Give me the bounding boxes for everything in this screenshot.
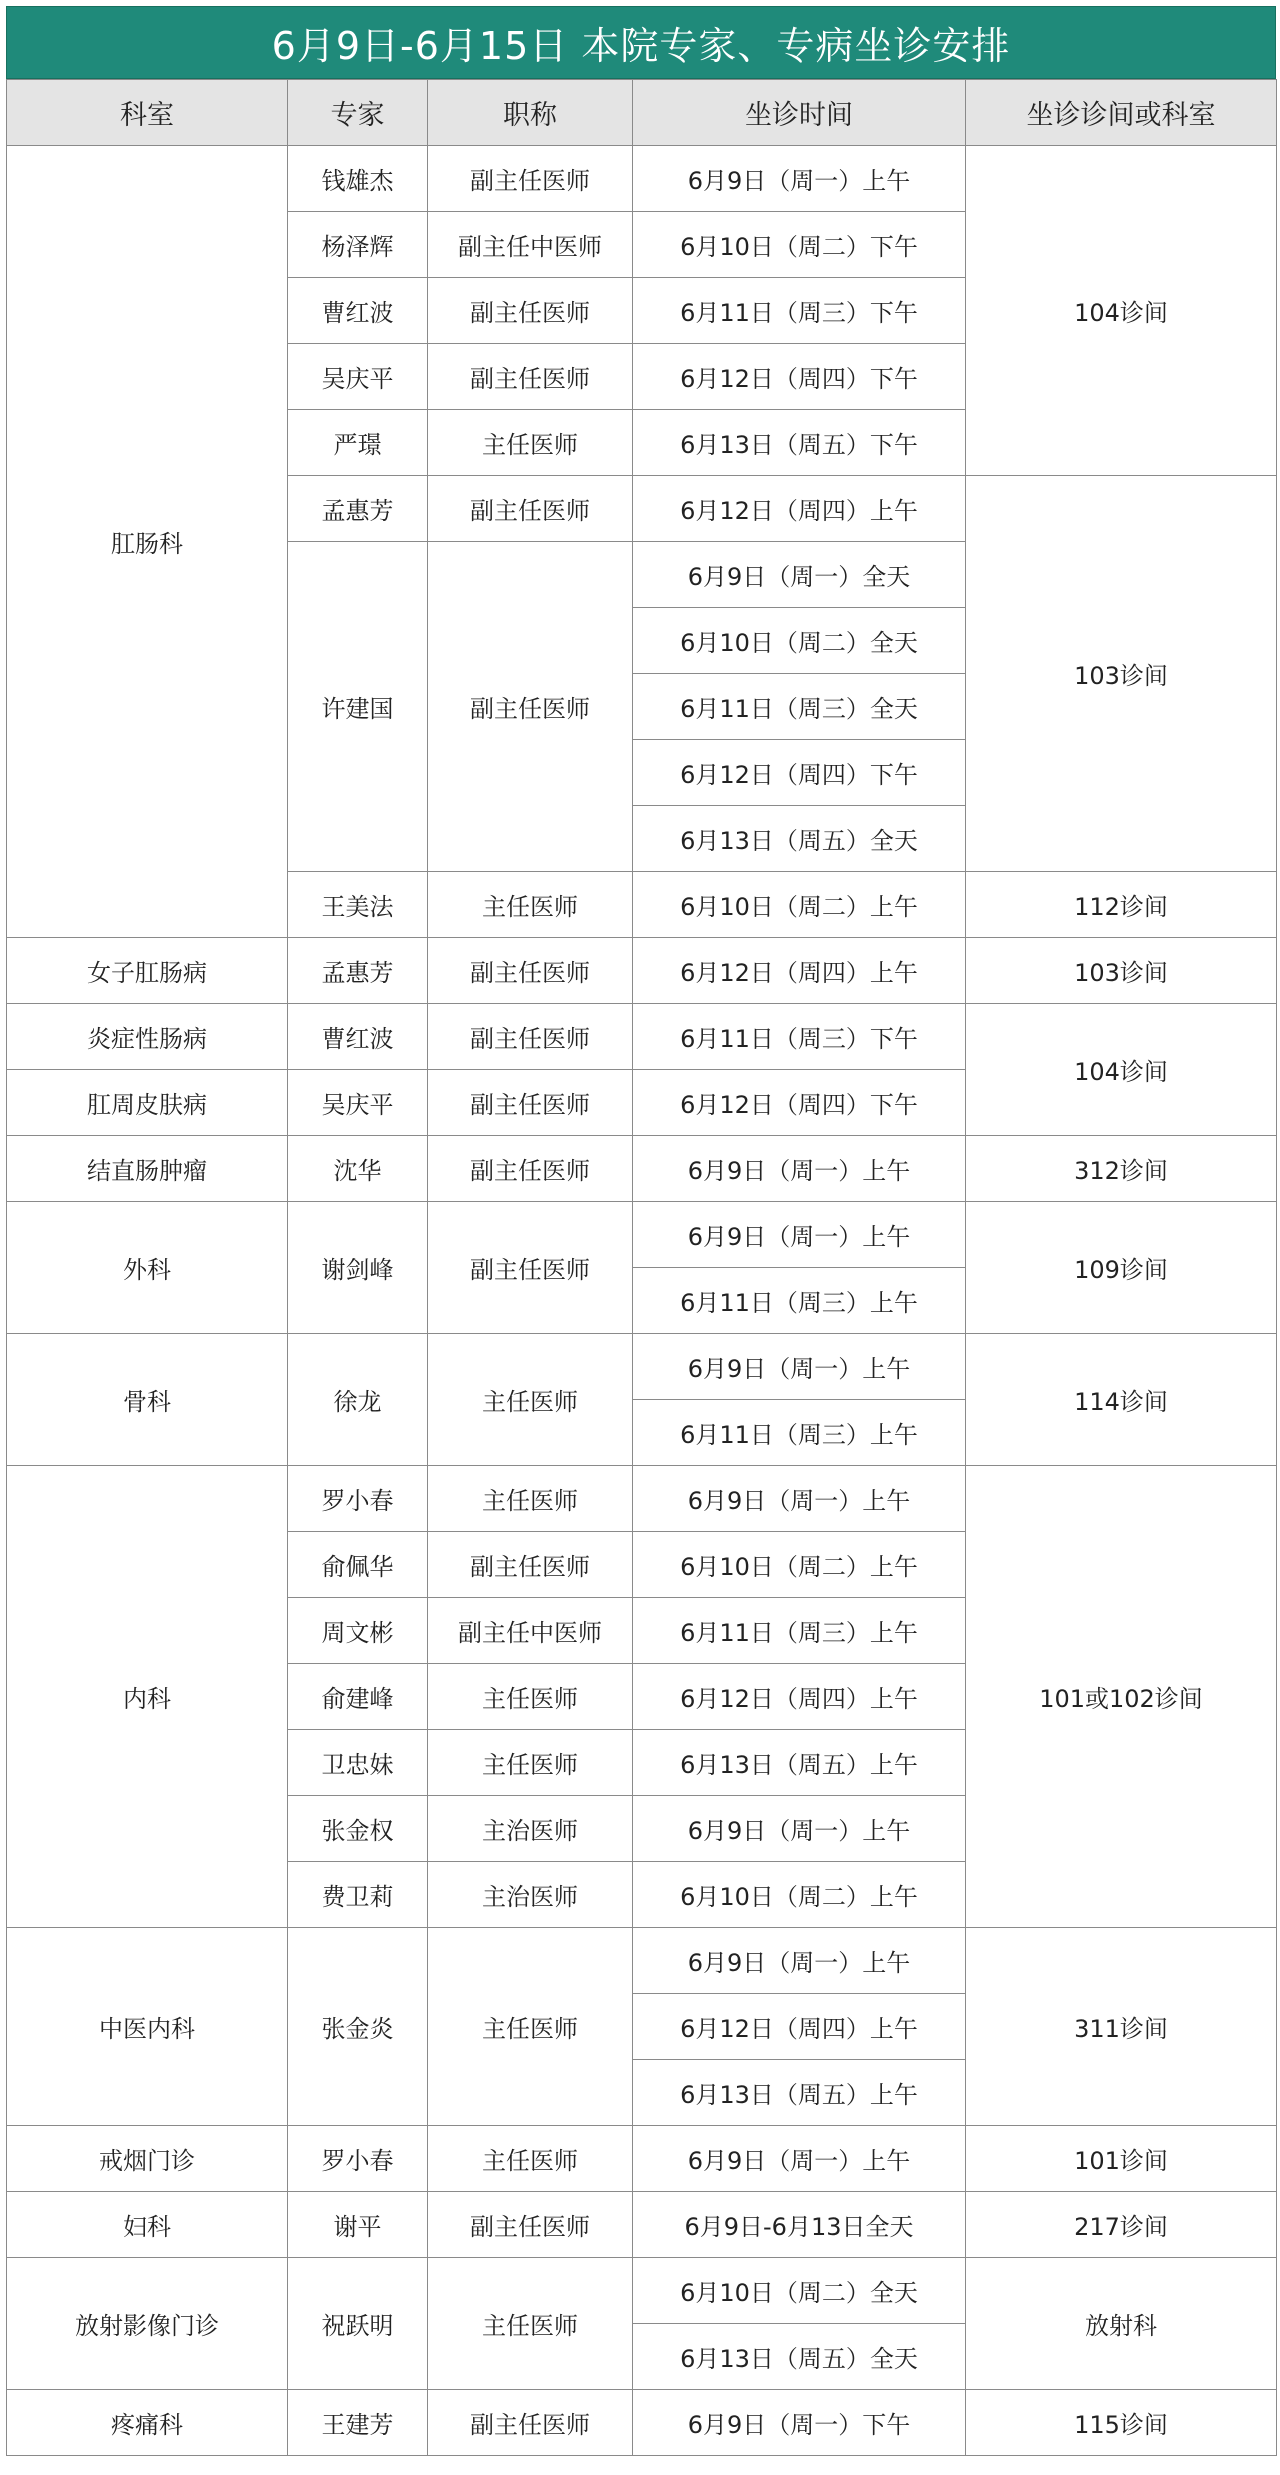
time-cell: 6月9日（周一）上午 bbox=[633, 1136, 966, 1202]
header-time: 坐诊时间 bbox=[633, 80, 966, 146]
expert-name-cell: 王建芳 bbox=[288, 2390, 428, 2456]
time-cell: 6月13日（周五）上午 bbox=[633, 1730, 966, 1796]
table-row bbox=[7, 1004, 1277, 1070]
room-cell: 114诊间 bbox=[966, 1334, 1277, 1466]
time-cell: 6月10日（周二）上午 bbox=[633, 1532, 966, 1598]
expert-name-cell: 俞建峰 bbox=[288, 1664, 428, 1730]
expert-name-cell: 俞佩华 bbox=[288, 1532, 428, 1598]
room-cell: 311诊间 bbox=[966, 1928, 1277, 2126]
time-cell: 6月9日（周一）上午 bbox=[633, 1466, 966, 1532]
expert-name-cell: 曹红波 bbox=[288, 1004, 428, 1070]
time-cell: 6月12日（周四）上午 bbox=[633, 938, 966, 1004]
expert-name-cell: 祝跃明 bbox=[288, 2258, 428, 2390]
expert-title-cell: 副主任医师 bbox=[428, 146, 633, 212]
department-cell: 肛肠科 bbox=[7, 146, 288, 938]
time-cell: 6月12日（周四）上午 bbox=[633, 1664, 966, 1730]
department-cell: 放射影像门诊 bbox=[7, 2258, 288, 2390]
header-room: 坐诊诊间或科室 bbox=[966, 80, 1277, 146]
header-row bbox=[7, 80, 1277, 146]
table-body bbox=[7, 146, 1277, 2456]
time-cell: 6月9日（周一）上午 bbox=[633, 1928, 966, 1994]
schedule-page bbox=[6, 6, 1276, 2456]
expert-name-cell: 张金炎 bbox=[288, 1928, 428, 2126]
time-cell: 6月12日（周四）上午 bbox=[633, 1994, 966, 2060]
time-cell: 6月9日（周一）下午 bbox=[633, 2390, 966, 2456]
department-cell: 外科 bbox=[7, 1202, 288, 1334]
expert-name-cell: 周文彬 bbox=[288, 1598, 428, 1664]
time-cell: 6月10日（周二）全天 bbox=[633, 2258, 966, 2324]
expert-title-cell: 副主任医师 bbox=[428, 476, 633, 542]
department-cell: 内科 bbox=[7, 1466, 288, 1928]
time-cell: 6月12日（周四）下午 bbox=[633, 344, 966, 410]
table-row bbox=[7, 1928, 1277, 1994]
expert-name-cell: 严璟 bbox=[288, 410, 428, 476]
expert-title-cell: 副主任医师 bbox=[428, 2390, 633, 2456]
expert-title-cell: 主治医师 bbox=[428, 1796, 633, 1862]
table-row bbox=[7, 1202, 1277, 1268]
expert-name-cell: 孟惠芳 bbox=[288, 476, 428, 542]
room-cell: 312诊间 bbox=[966, 1136, 1277, 1202]
expert-title-cell: 主任医师 bbox=[428, 1730, 633, 1796]
expert-title-cell: 副主任医师 bbox=[428, 938, 633, 1004]
expert-title-cell: 主任医师 bbox=[428, 2258, 633, 2390]
department-cell: 炎症性肠病 bbox=[7, 1004, 288, 1070]
expert-title-cell: 主任医师 bbox=[428, 872, 633, 938]
expert-name-cell: 费卫莉 bbox=[288, 1862, 428, 1928]
department-cell: 中医内科 bbox=[7, 1928, 288, 2126]
time-cell: 6月10日（周二）上午 bbox=[633, 1862, 966, 1928]
time-cell: 6月10日（周二）下午 bbox=[633, 212, 966, 278]
room-cell: 115诊间 bbox=[966, 2390, 1277, 2456]
room-cell: 104诊间 bbox=[966, 1004, 1277, 1136]
expert-name-cell: 曹红波 bbox=[288, 278, 428, 344]
time-cell: 6月11日（周三）上午 bbox=[633, 1268, 966, 1334]
table-row bbox=[7, 1136, 1277, 1202]
department-cell: 骨科 bbox=[7, 1334, 288, 1466]
table-row bbox=[7, 146, 1277, 212]
time-cell: 6月9日（周一）上午 bbox=[633, 2126, 966, 2192]
expert-title-cell: 副主任医师 bbox=[428, 1532, 633, 1598]
time-cell: 6月12日（周四）下午 bbox=[633, 1070, 966, 1136]
header-expert: 专家 bbox=[288, 80, 428, 146]
room-cell: 101诊间 bbox=[966, 2126, 1277, 2192]
time-cell: 6月9日（周一）上午 bbox=[633, 146, 966, 212]
expert-title-cell: 主任医师 bbox=[428, 1466, 633, 1532]
expert-title-cell: 主任医师 bbox=[428, 410, 633, 476]
expert-title-cell: 副主任医师 bbox=[428, 1004, 633, 1070]
expert-name-cell: 吴庆平 bbox=[288, 344, 428, 410]
time-cell: 6月9日（周一）上午 bbox=[633, 1334, 966, 1400]
expert-name-cell: 沈华 bbox=[288, 1136, 428, 1202]
department-cell: 戒烟门诊 bbox=[7, 2126, 288, 2192]
table-row bbox=[7, 938, 1277, 1004]
expert-title-cell: 主任医师 bbox=[428, 1664, 633, 1730]
expert-name-cell: 罗小春 bbox=[288, 1466, 428, 1532]
department-cell: 结直肠肿瘤 bbox=[7, 1136, 288, 1202]
time-cell: 6月9日-6月13日全天 bbox=[633, 2192, 966, 2258]
time-cell: 6月13日（周五）上午 bbox=[633, 2060, 966, 2126]
time-cell: 6月9日（周一）全天 bbox=[633, 542, 966, 608]
expert-name-cell: 孟惠芳 bbox=[288, 938, 428, 1004]
expert-name-cell: 罗小春 bbox=[288, 2126, 428, 2192]
expert-title-cell: 副主任医师 bbox=[428, 1136, 633, 1202]
time-cell: 6月10日（周二）上午 bbox=[633, 872, 966, 938]
time-cell: 6月9日（周一）上午 bbox=[633, 1202, 966, 1268]
table-header bbox=[7, 80, 1277, 146]
room-cell: 104诊间 bbox=[966, 146, 1277, 476]
header-title: 职称 bbox=[428, 80, 633, 146]
time-cell: 6月11日（周三）上午 bbox=[633, 1598, 966, 1664]
time-cell: 6月13日（周五）下午 bbox=[633, 410, 966, 476]
table-row bbox=[7, 2258, 1277, 2324]
time-cell: 6月12日（周四）上午 bbox=[633, 476, 966, 542]
expert-title-cell: 副主任中医师 bbox=[428, 1598, 633, 1664]
time-cell: 6月11日（周三）下午 bbox=[633, 278, 966, 344]
expert-title-cell: 主任医师 bbox=[428, 1928, 633, 2126]
time-cell: 6月10日（周二）全天 bbox=[633, 608, 966, 674]
expert-title-cell: 主任医师 bbox=[428, 1334, 633, 1466]
expert-name-cell: 王美法 bbox=[288, 872, 428, 938]
expert-title-cell: 副主任医师 bbox=[428, 542, 633, 872]
expert-name-cell: 杨泽辉 bbox=[288, 212, 428, 278]
expert-title-cell: 副主任医师 bbox=[428, 2192, 633, 2258]
expert-name-cell: 谢剑峰 bbox=[288, 1202, 428, 1334]
expert-name-cell: 谢平 bbox=[288, 2192, 428, 2258]
time-cell: 6月13日（周五）全天 bbox=[633, 2324, 966, 2390]
time-cell: 6月13日（周五）全天 bbox=[633, 806, 966, 872]
header-department: 科室 bbox=[7, 80, 288, 146]
expert-name-cell: 吴庆平 bbox=[288, 1070, 428, 1136]
expert-name-cell: 徐龙 bbox=[288, 1334, 428, 1466]
room-cell: 103诊间 bbox=[966, 938, 1277, 1004]
expert-title-cell: 主任医师 bbox=[428, 2126, 633, 2192]
expert-name-cell: 钱雄杰 bbox=[288, 146, 428, 212]
room-cell: 109诊间 bbox=[966, 1202, 1277, 1334]
department-cell: 疼痛科 bbox=[7, 2390, 288, 2456]
room-cell: 放射科 bbox=[966, 2258, 1277, 2390]
expert-name-cell: 张金权 bbox=[288, 1796, 428, 1862]
room-cell: 112诊间 bbox=[966, 872, 1277, 938]
time-cell: 6月9日（周一）上午 bbox=[633, 1796, 966, 1862]
table-row bbox=[7, 2192, 1277, 2258]
expert-title-cell: 副主任中医师 bbox=[428, 212, 633, 278]
expert-title-cell: 副主任医师 bbox=[428, 344, 633, 410]
expert-title-cell: 副主任医师 bbox=[428, 1202, 633, 1334]
expert-name-cell: 卫忠妹 bbox=[288, 1730, 428, 1796]
table-row bbox=[7, 1334, 1277, 1400]
room-cell: 101或102诊间 bbox=[966, 1466, 1277, 1928]
expert-name-cell: 许建国 bbox=[288, 542, 428, 872]
table-row bbox=[7, 1466, 1277, 1532]
schedule-table bbox=[6, 79, 1277, 2456]
time-cell: 6月12日（周四）下午 bbox=[633, 740, 966, 806]
expert-title-cell: 主治医师 bbox=[428, 1862, 633, 1928]
page-title: 6月9日-6月15日 本院专家、专病坐诊安排 bbox=[6, 6, 1276, 79]
time-cell: 6月11日（周三）全天 bbox=[633, 674, 966, 740]
expert-title-cell: 副主任医师 bbox=[428, 278, 633, 344]
table-row bbox=[7, 2390, 1277, 2456]
department-cell: 妇科 bbox=[7, 2192, 288, 2258]
table-row bbox=[7, 2126, 1277, 2192]
time-cell: 6月11日（周三）下午 bbox=[633, 1004, 966, 1070]
room-cell: 103诊间 bbox=[966, 476, 1277, 872]
department-cell: 女子肛肠病 bbox=[7, 938, 288, 1004]
room-cell: 217诊间 bbox=[966, 2192, 1277, 2258]
department-cell: 肛周皮肤病 bbox=[7, 1070, 288, 1136]
expert-title-cell: 副主任医师 bbox=[428, 1070, 633, 1136]
time-cell: 6月11日（周三）上午 bbox=[633, 1400, 966, 1466]
